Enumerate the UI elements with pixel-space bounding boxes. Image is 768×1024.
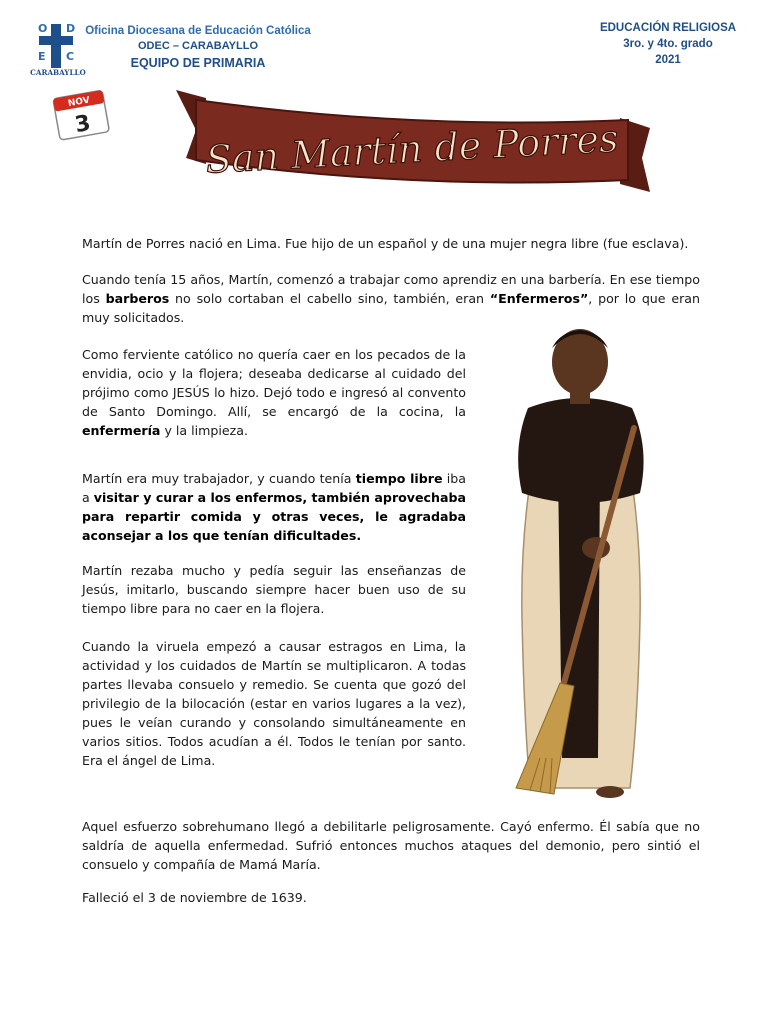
logo-letter-o: O	[38, 22, 48, 35]
header-org	[82, 24, 314, 72]
banner-title: San Martín de Porres	[204, 116, 620, 182]
org-team: EQUIPO DE PRIMARIA	[130, 56, 266, 70]
paragraph-convent: Como ferviente católico no quería caer en los pecados de la envidia, ocio y la flojera; deseaba dedicarse al cuidado del prójimo como JESÚS lo hizo. Dejó todo e ingresó al convento de Santo Domingo. Allí, se encargó de la cocina, la enfermería y la limpieza.	[82, 347, 466, 438]
paragraph-prayer: Martín rezaba mucho y pedía seguir las enseñanzas de Jesús, imitarlo, buscando siempre hacer buen uso de su tiempo libre para no caer en la flojera.	[82, 563, 466, 616]
paragraph-birth: Martín de Porres nació en Lima. Fue hijo de un español y de una mujer negra libre (fue esclava).	[82, 236, 689, 251]
course-subject: EDUCACIÓN RELIGIOSA	[599, 22, 737, 34]
paragraph-free-time: Martín era muy trabajador, y cuando tenía tiempo libre iba a visitar y curar a los enfermos, también aprovechaba para repartir comida y otras veces, le agradaba aconsejar a los que tenían dificultades.	[82, 471, 466, 543]
bold-visitar: visitar y curar a los enfermos, también aprovechaba para repartir comida y otras veces, le agradaba aconsejar a los que tenían dificultades.	[82, 490, 466, 543]
course-year: 2021	[655, 54, 681, 66]
calendar-month: NOV	[67, 95, 91, 110]
bold-enfermeros: “Enfermeros”	[489, 291, 589, 306]
logo-letter-c: C	[66, 50, 75, 63]
bold-enfermeria: enfermería	[82, 423, 161, 438]
title-banner	[172, 88, 654, 194]
paragraph-death: Falleció el 3 de noviembre de 1639.	[82, 890, 307, 905]
saint-martin-illustration	[500, 318, 660, 804]
paragraph-barber: Cuando tenía 15 años, Martín, comenzó a trabajar como aprendiz en una barbería. En ese tiempo los barberos no solo cortaban el cabello sino, también, eran “Enfermeros”, por lo que eran muy solicitados.	[82, 272, 700, 325]
logo-letter-d: D	[66, 22, 76, 35]
logo-letter-e: E	[38, 50, 46, 63]
calendar-day: 3	[73, 110, 93, 139]
paragraph-illness: Aquel esfuerzo sobrehumano llegó a debilitarle peligrosamente. Cayó enfermo. Él sabía que no saldría de aquella enfermedad. Sufrió entonces muchos ataques del demonio, pero sintió el consuelo y compañía de Mamá María.	[82, 819, 700, 872]
logo-caption: CARABAYLLO	[30, 68, 86, 76]
org-branch: ODEC – CARABAYLLO	[138, 40, 258, 52]
course-grade: 3ro. y 4to. grado	[623, 38, 713, 50]
bold-barberos: barberos	[105, 291, 170, 306]
odec-logo	[30, 20, 86, 76]
header-course	[578, 20, 758, 68]
paragraph-smallpox: Cuando la viruela empezó a causar estragos en Lima, la actividad y los cuidados de Martín se multiplicaron. A todas partes llevaba consuelo y remedio. Se cuenta que gozó del privilegio de la bilocación (estar en varios lugares a la vez), pues le veían curando y consolando simultáneamente en varios sitios. Todos acudían a él. Todos le tenían por santo. Era el ángel de Lima.	[82, 639, 466, 768]
bold-tiempo-libre: tiempo libre	[355, 471, 443, 486]
calendar-icon	[50, 86, 114, 142]
org-name: Oficina Diocesana de Educación Católica	[85, 25, 311, 37]
